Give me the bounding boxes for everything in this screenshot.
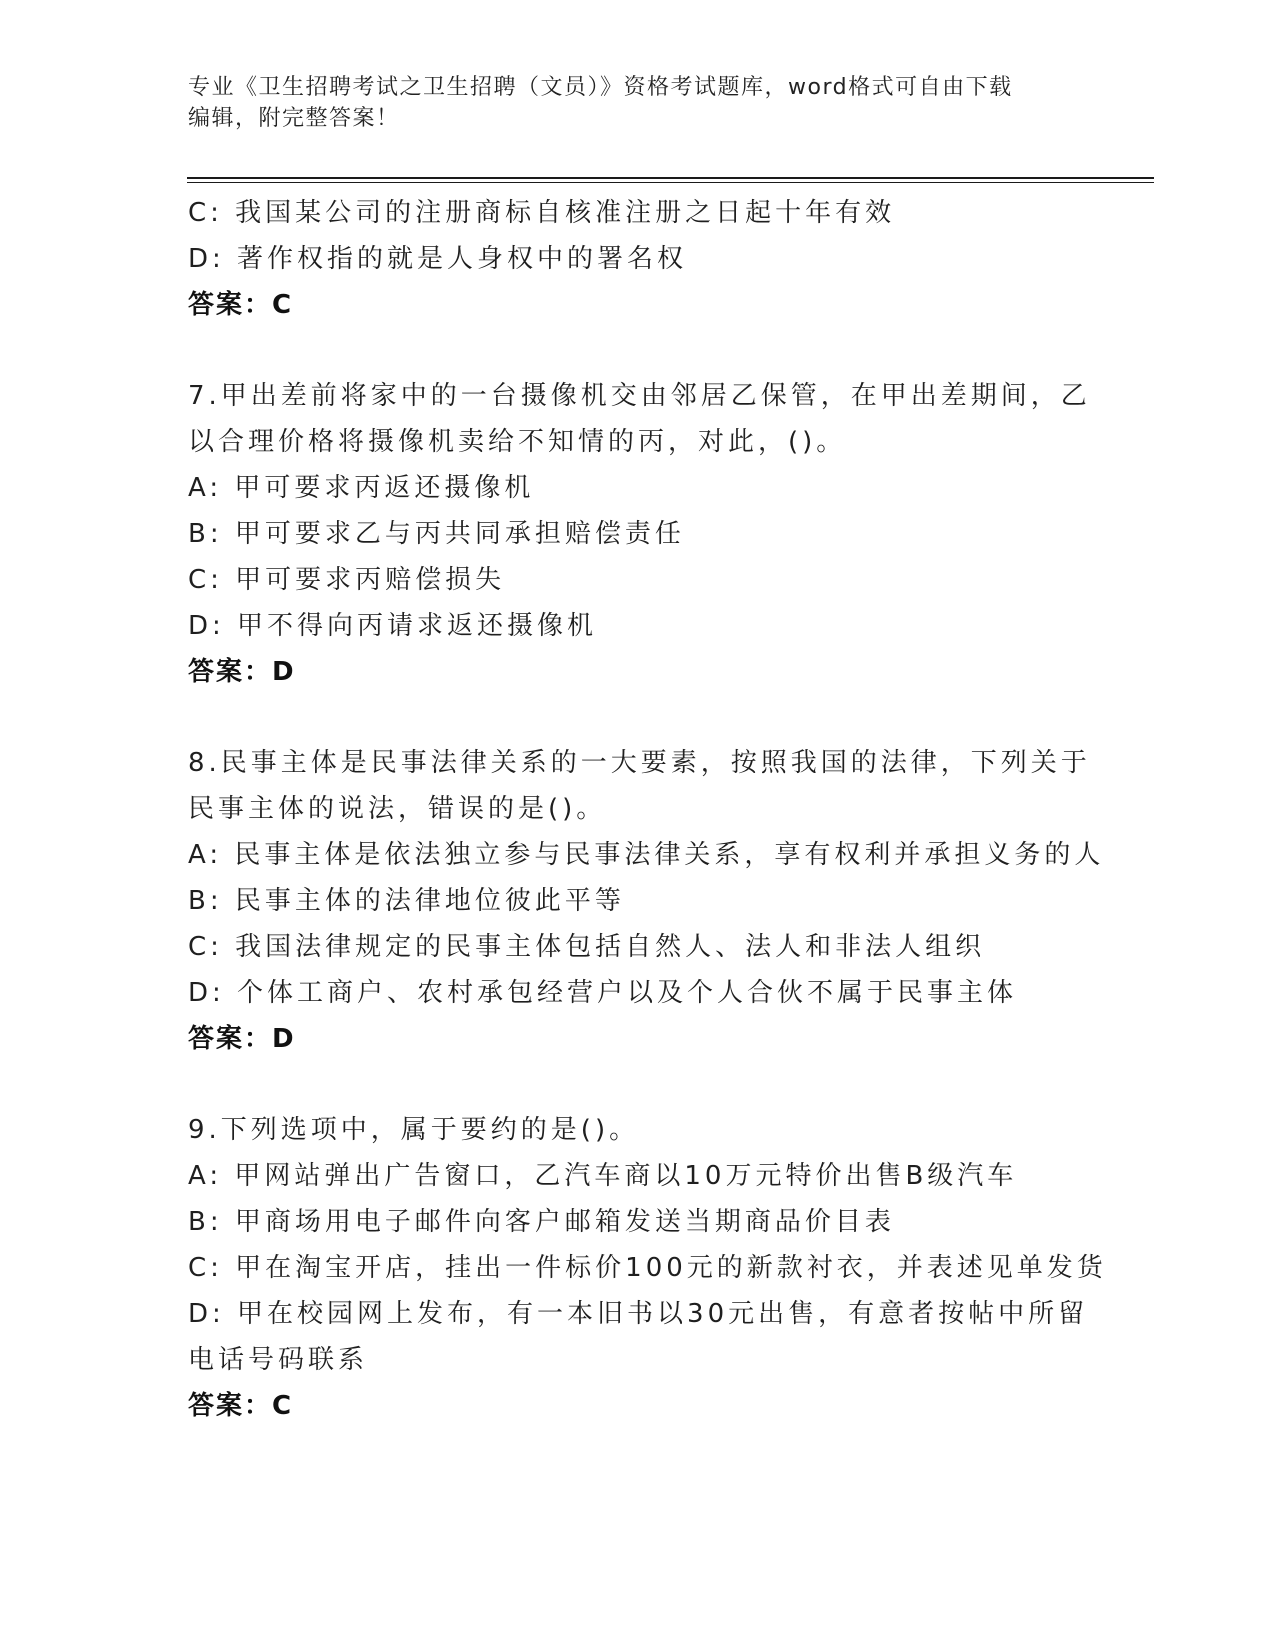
answer-label: 答案：C [188,290,294,320]
spacer [188,328,1088,373]
option-d: D: 著作权指的就是人身权中的署名权 [188,244,688,274]
option-a: A: 民事主体是依法独立参与民事法律关系，享有权利并承担义务的人 [188,840,1105,870]
header-line-1: 专业《卫生招聘考试之卫生招聘（文员）》资格考试题库，word格式可自由下载 [188,75,1013,100]
option-b: B: 甲可要求乙与丙共同承担赔偿责任 [188,519,685,549]
question-stem: 以合理价格将摄像机卖给不知情的丙，对此，()。 [188,427,847,457]
option-a: A: 甲可要求丙返还摄像机 [188,473,535,503]
spacer [188,1062,1088,1107]
option-a: A: 甲网站弹出广告窗口，乙汽车商以10万元特价出售B级汽车 [188,1161,1018,1191]
question-block-7 [188,373,1091,695]
answer-label: 答案：D [188,657,296,687]
question-stem: 9.下列选项中，属于要约的是()。 [188,1115,640,1145]
answer-label: 答案：C [188,1391,294,1421]
spacer [188,695,1088,740]
option-c: C: 我国法律规定的民事主体包括自然人、法人和非法人组织 [188,932,986,962]
header-divider-thin [187,182,1154,183]
option-d: D: 个体工商户、农村承包经营户以及个人合伙不属于民事主体 [188,978,1018,1008]
question-stem: 7.甲出差前将家中的一台摄像机交由邻居乙保管，在甲出差期间，乙 [188,381,1091,411]
option-d: D: 甲在校园网上发布，有一本旧书以30元出售，有意者按帖中所留 [188,1299,1089,1329]
option-b: B: 甲商场用电子邮件向客户邮箱发送当期商品价目表 [188,1207,895,1237]
page-header [188,72,1068,134]
option-b: B: 民事主体的法律地位彼此平等 [188,886,625,916]
question-list [188,190,1107,1429]
question-block-prev [188,190,1088,328]
header-divider-thick [187,177,1154,179]
option-c: C: 甲在淘宝开店，挂出一件标价100元的新款衬衣，并表述见单发货 [188,1253,1107,1283]
option-c: C: 甲可要求丙赔偿损失 [188,565,506,595]
answer-label: 答案：D [188,1024,296,1054]
question-block-9 [188,1107,1107,1429]
option-d: D: 甲不得向丙请求返还摄像机 [188,611,598,641]
header-line-2: 编辑，附完整答案！ [188,106,400,131]
question-stem: 民事主体的说法，错误的是()。 [188,794,607,824]
question-stem: 8.民事主体是民事法律关系的一大要素，按照我国的法律，下列关于 [188,748,1091,778]
option-c: C: 我国某公司的注册商标自核准注册之日起十年有效 [188,198,896,228]
option-d-continued: 电话号码联系 [188,1345,369,1375]
question-block-8 [188,740,1105,1062]
